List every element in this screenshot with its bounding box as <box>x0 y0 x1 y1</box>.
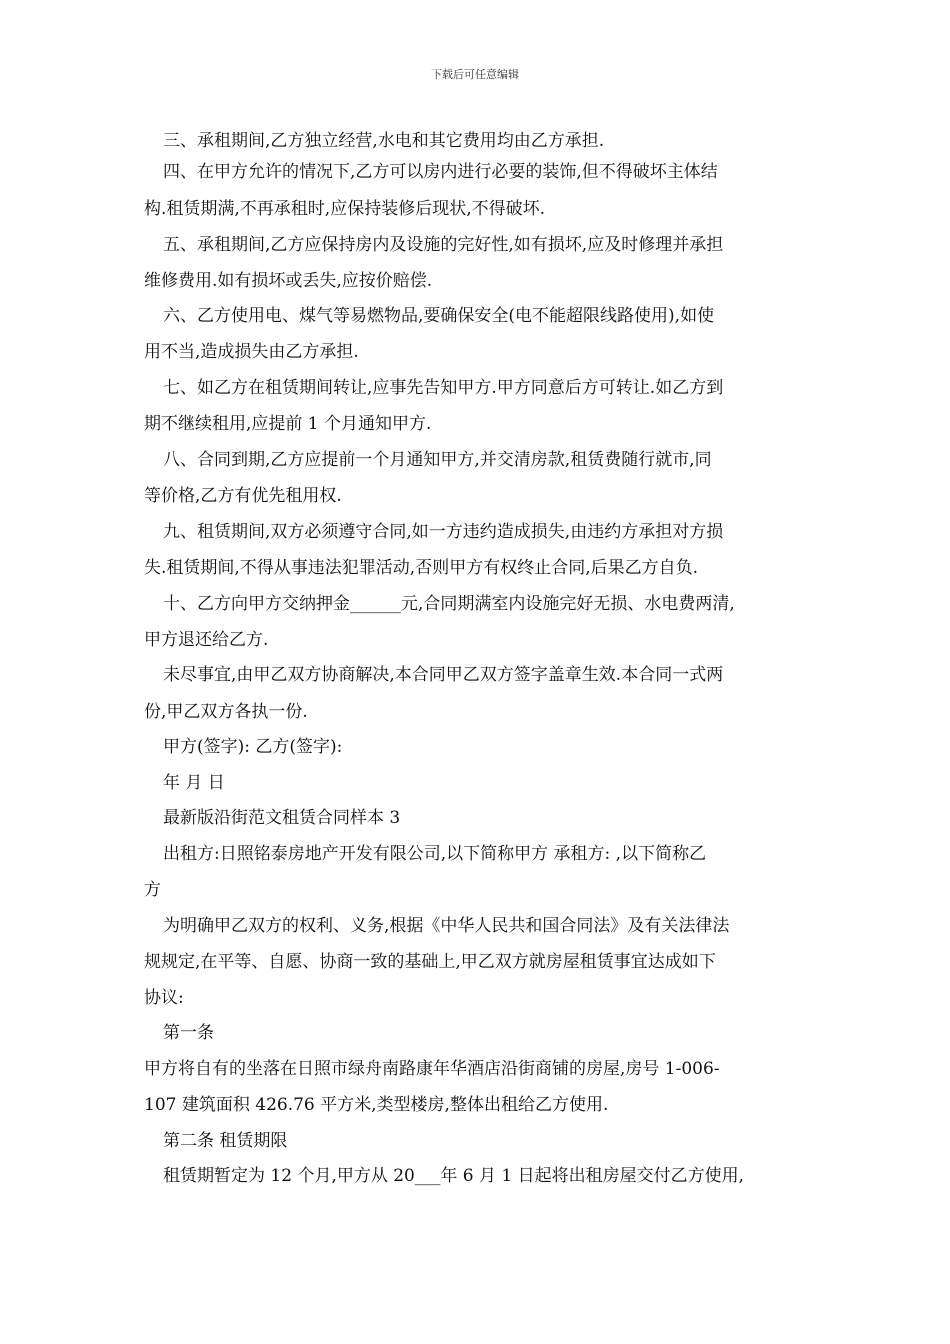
text-line: 失.租赁期间,不得从事违法犯罪活动,否则甲方有权终止合同,后果乙方自负. <box>144 558 699 578</box>
text-line: 107 建筑面积 426.76 平方米,类型楼房,整体出租给乙方使用. <box>144 1095 609 1115</box>
text-line: 六、乙方使用电、煤气等易燃物品,要确保安全(电不能超限线路使用),如使 <box>163 306 715 326</box>
text-line: 三、承租期间,乙方独立经营,水电和其它费用均由乙方承担. <box>163 131 605 151</box>
text-line: 等价格,乙方有优先租用权. <box>144 486 342 506</box>
date-line: 年 月 日 <box>163 773 225 793</box>
section-title: 最新版沿街范文租赁合同样本 3 <box>163 808 401 828</box>
text-line: 十、乙方向甲方交纳押金______元,合同期满室内设施完好无损、水电费两清, <box>163 594 735 614</box>
text-line: 维修费用.如有损坏或丢失,应按价赔偿. <box>144 271 433 291</box>
signature-line: 甲方(签字): 乙方(签字): <box>163 737 343 757</box>
text-line: 租赁期暂定为 12 个月,甲方从 20___年 6 月 1 日起将出租房屋交付乙方使用, <box>163 1166 745 1186</box>
text-line: 用不当,造成损失由乙方承担. <box>144 342 359 362</box>
text-line: 构.租赁期满,不再承租时,应保持装修后现状,不得破坏. <box>144 199 546 219</box>
text-line: 九、租赁期间,双方必须遵守合同,如一方违约造成损失,由违约方承担对方损 <box>163 522 724 542</box>
text-line: 份,甲乙双方各执一份. <box>144 702 308 722</box>
page-header: 下载后可任意编辑 <box>431 68 519 81</box>
text-line: 甲方退还给乙方. <box>144 630 269 650</box>
text-line: 五、承租期间,乙方应保持房内及设施的完好性,如有损坏,应及时修理并承担 <box>163 235 724 255</box>
text-line: 甲方将自有的坐落在日照市绿舟南路康年华酒店沿街商铺的房屋,房号 1-006- <box>144 1059 720 1079</box>
text-line: 四、在甲方允许的情况下,乙方可以房内进行必要的装饰,但不得破坏主体结 <box>163 162 718 182</box>
article-heading: 第一条 <box>163 1023 214 1043</box>
text-line: 方 <box>144 880 161 900</box>
text-line: 未尽事宜,由甲乙双方协商解决,本合同甲乙双方签字盖章生效.本合同一式两 <box>163 665 724 685</box>
text-line: 为明确甲乙双方的权利、义务,根据《中华人民共和国合同法》及有关法律法 <box>163 916 730 936</box>
text-line: 出租方:日照铭泰房地产开发有限公司,以下简称甲方 承租方: ,以下简称乙 <box>163 844 707 864</box>
text-line: 七、如乙方在租赁期间转让,应事先告知甲方.甲方同意后方可转让.如乙方到 <box>163 378 724 398</box>
article-heading: 第二条 租赁期限 <box>163 1131 288 1151</box>
text-line: 协议: <box>144 988 184 1008</box>
text-line: 八、合同到期,乙方应提前一个月通知甲方,并交清房款,租赁费随行就市,同 <box>163 450 712 470</box>
text-line: 规规定,在平等、自愿、协商一致的基础上,甲乙双方就房屋租赁事宜达成如下 <box>144 952 716 972</box>
text-line: 期不继续租用,应提前 1 个月通知甲方. <box>144 414 432 434</box>
